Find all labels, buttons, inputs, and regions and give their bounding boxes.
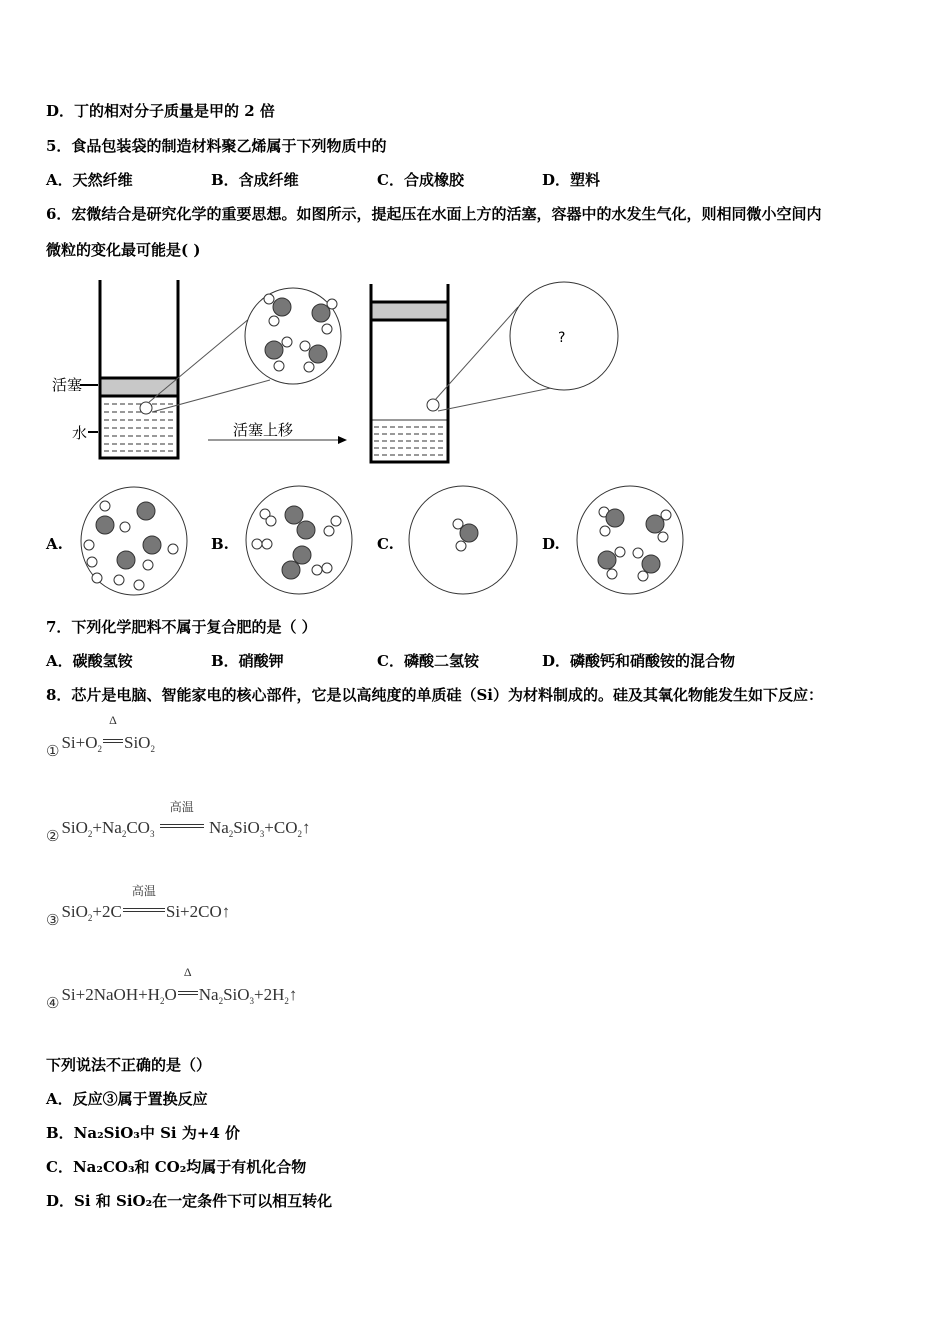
equation-number: ④ [46, 996, 60, 1012]
q8-stem: 8．芯片是电脑、智能家电的核心部件，它是以高纯度的单质硅（Si）为材料制成的。硅及其氧化物能发生如下反应： [46, 686, 823, 704]
q8-question: 下列说法不正确的是（） [46, 1056, 212, 1074]
q5-option-b: B．含成纤维 [211, 171, 299, 189]
q5-option-c: C．合成橡胶 [377, 171, 464, 189]
q5-option-d: D．塑料 [542, 171, 601, 189]
equation-2: ② $SiO_2+Na_2CO_3$ 高温 $Na_2SiO_3+CO_2↑$ [46, 800, 311, 845]
q7-option-a: A．碳酸氢铵 [46, 652, 133, 670]
magnified-liquid-circle [245, 288, 341, 384]
q7-option-b: B．硝酸钾 [211, 652, 284, 670]
q8-option-d: D．Si 和 SiO₂在一定条件下可以相互转化 [46, 1192, 333, 1210]
q8-option-b: B．Na₂SiO₃中 Si 为+4 价 [46, 1124, 241, 1142]
q6-option-b-label: B. [211, 535, 229, 553]
container-before [52, 280, 347, 458]
q6-diagram [0, 0, 950, 620]
equation-number: ③ [46, 913, 60, 929]
equation-number: ① [46, 744, 60, 760]
q6-stem-line1: 6．宏微结合是研究化学的重要思想。如图所示，提起压在水面上方的活塞，容器中的水发生气化，则相同微小空间内 [46, 205, 822, 223]
option-c-figure [409, 486, 517, 594]
arrow-label: 活塞上移 [233, 421, 294, 439]
equation-number: ② [46, 829, 60, 845]
q6-option-c-label: C. [377, 535, 394, 553]
q6-option-d-label: D. [542, 535, 560, 553]
reaction-condition: 高温 [169, 800, 194, 814]
equation-1: ① $Si+O_2$ Δ SiO$_2$ [46, 713, 155, 760]
equation-4: ④ $Si+2NaOH+H_2O$ Δ $Na_2SiO_3+2H_2↑$ [46, 965, 298, 1012]
q5-stem: 5．食品包装袋的制造材料聚乙烯属于下列物质中的 [46, 137, 387, 155]
q7-stem: 7．下列化学肥料不属于复合肥的是（ ） [46, 618, 317, 636]
piston-label: 活塞 [52, 376, 83, 394]
unknown-mark: ? [558, 330, 566, 346]
q8-option-a: A．反应③属于置换反应 [46, 1090, 208, 1108]
q8-option-c: C．Na₂CO₃和 CO₂均属于有机化合物 [46, 1158, 307, 1176]
option-b-figure [246, 486, 352, 594]
q6-stem-line2: 微粒的变化最可能是( ) [46, 241, 201, 259]
q7-option-c: C．磷酸二氢铵 [377, 652, 479, 670]
option-a-figure [81, 487, 187, 595]
water-label: 水 [72, 424, 88, 442]
reaction-condition: 高温 [131, 884, 156, 898]
reaction-condition: Δ [109, 713, 117, 727]
reaction-condition: Δ [183, 965, 192, 979]
q4-option-d: D．丁的相对分子质量是甲的 2 倍 [46, 102, 275, 120]
q6-option-a-label: A. [46, 535, 63, 553]
container-after [371, 282, 618, 462]
equation-3: ③ SiO$_2$+2C 高温 Si+2CO↑ [46, 884, 231, 929]
option-d-figure [577, 486, 683, 594]
q5-option-a: A．天然纤维 [46, 171, 133, 189]
q7-option-d: D．磷酸钙和硝酸铵的混合物 [542, 652, 736, 670]
